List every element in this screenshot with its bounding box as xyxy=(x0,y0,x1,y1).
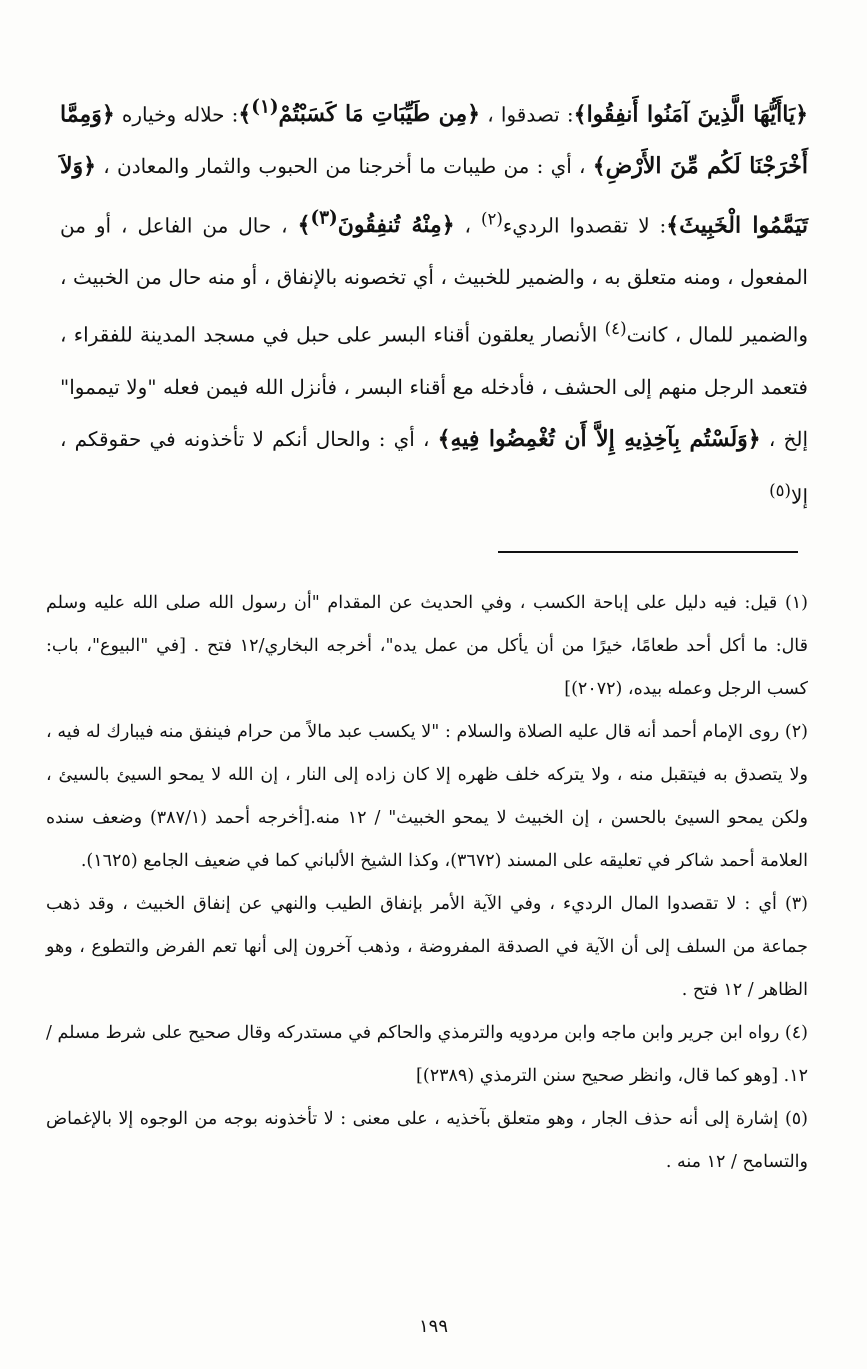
footnote-text: روى الإمام أحمد أنه قال عليه الصلاة والسلام : "لا يكسب عبد مالاً من حرام فينفق منه فيبارك له فيه ، ولا يتصدق به فيتقبل منه ، ولا يتركه خلف ظهره إلا كان زاده إلى النار ، إن الله لا يمحو السيئ بالسيئ ، ولكن يمحو السيئ بالحسن ، إن الخبيث لا يمحو الخبيث" / ١٢ منه.[أخرجه أحمد (٣٨٧/١) وضعف سنده العلامة أحمد شاكر في تعليقه على المسند (٣٦٧٢)، وكذا الشيخ الألباني كما في ضعيف الجامع (١٦٢٥). xyxy=(46,722,808,871)
quran-verse xyxy=(297,207,455,239)
commentary-text: : تصدقوا ، xyxy=(480,102,574,127)
page-number: ١٩٩ xyxy=(418,1316,448,1337)
quran-bracket: ﴾ xyxy=(238,101,252,128)
main-text xyxy=(60,82,808,524)
footnote-2 xyxy=(46,711,808,883)
commentary-text: ، حال من الفاعل ، أو من المفعول ، ومنه متعلق به ، والضمير للخبيث ، أي تخصونه بالإنفاق ، أو منه حال من الخبيث ، والضمير للمال ، كانت xyxy=(60,213,808,348)
footnote-number: (٥) xyxy=(784,1109,808,1129)
footnote-ref-5[interactable]: (٥) xyxy=(769,481,792,501)
quran-verse: ﴿وَمِمَّا أَخْرَجْنَا لَكُم مِّنَ الأَرْضِ﴾ xyxy=(60,101,808,180)
commentary-text: ، xyxy=(454,213,481,238)
footnote-text: قيل: فيه دليل على إباحة الكسب ، وفي الحديث عن المقدام "أن رسول الله صلى الله عليه وسلم قال: ما أكل أحد طعامًا، خيرًا من أن يأكل من عمل يده"، أخرجه البخاري/١٢ فتح . [في "البيوع"، باب: كسب الرجل وعمله بيده، (٢٠٧٢)] xyxy=(46,593,809,699)
commentary-text: ، أي : من طيبات ما أخرجنا من الحبوب والثمار والمعادن ، xyxy=(96,154,593,179)
main-paragraph xyxy=(60,82,808,524)
footnote-3 xyxy=(46,883,808,1012)
quran-verse xyxy=(238,97,481,128)
footnote-text: أي : لا تقصدوا المال الرديء ، وفي الآية الأمر بإنفاق الطيب والنهي عن إنفاق الخبيث ، وقد ذهب جماعة من السلف إلى أن الآية في الصدقة المفروضة ، وذهب آخرون إلى أنها تعم الفرض والتطوع ، وهو الظاهر / ١٢ فتح . xyxy=(46,894,808,1000)
quran-verse: ﴿وَلاَ تَيَمَّمُوا الْخَبِيثَ﴾ xyxy=(60,153,809,239)
footnote-5 xyxy=(46,1098,808,1184)
quran-verse-text: ﴿مِنْهُ تُنفِقُونَ xyxy=(337,212,455,239)
footnote-number: (٢) xyxy=(784,722,808,742)
commentary-text: : لا تقصدوا الرديء xyxy=(502,213,667,238)
footnote-1 xyxy=(46,582,808,711)
quran-verse: ﴿وَلَسْتُم بِآخِذِيهِ إِلاَّ أَن تُغْمِضُوا فِيهِ﴾ xyxy=(437,425,761,452)
footnote-ref-2[interactable]: (٢) xyxy=(480,209,503,229)
commentary-text: : حلاله وخياره xyxy=(114,102,239,127)
footnotes xyxy=(46,582,808,1184)
footnote-text: إشارة إلى أنه حذف الجار ، وهو متعلق بآخذيه ، على معنى : لا تأخذونه بوجه من الوجوه إلا بالإغماض والتسامح / ١٢ منه . xyxy=(46,1109,808,1172)
footnote-number: (٤) xyxy=(784,1023,808,1043)
footnote-separator xyxy=(498,551,798,553)
commentary-text: ، أي : والحال أنكم لا تأخذونه في حقوقكم ، إلا xyxy=(60,426,808,509)
commentary-text: الأنصار يعلقون أقناء البسر على حبل في مسجد المدينة للفقراء ، فتعمد الرجل منهم إلى الحشف ، فأدخله مع أقناء البسر ، فأنزل الله فيمن فعله "ولا تيمموا" إلخ ، xyxy=(60,323,808,451)
footnote-number: (٣) xyxy=(784,894,808,914)
footnote-ref-1[interactable]: (١) xyxy=(251,97,279,118)
footnote-4 xyxy=(46,1012,808,1098)
footnote-ref-3[interactable]: (٣) xyxy=(310,207,338,229)
quran-bracket: ﴾ xyxy=(297,212,311,239)
footnote-number: (١) xyxy=(784,593,808,613)
footnote-text: رواه ابن جرير وابن ماجه وابن مردويه والترمذي والحاكم في مستدركه وقال صحيح على شرط مسلم / ١٢. [وهو كما قال، وانظر صحيح سنن الترمذي (٢٣٨٩)] xyxy=(46,1023,808,1086)
footnote-ref-4[interactable]: (٤) xyxy=(604,319,627,339)
quran-verse: ﴿يَاأَيُّهَا الَّذِينَ آمَنُوا أَنفِقُوا﴾ xyxy=(573,101,809,128)
quran-verse-text: ﴿مِن طَيِّبَاتِ مَا كَسَبْتُمْ xyxy=(278,101,481,128)
